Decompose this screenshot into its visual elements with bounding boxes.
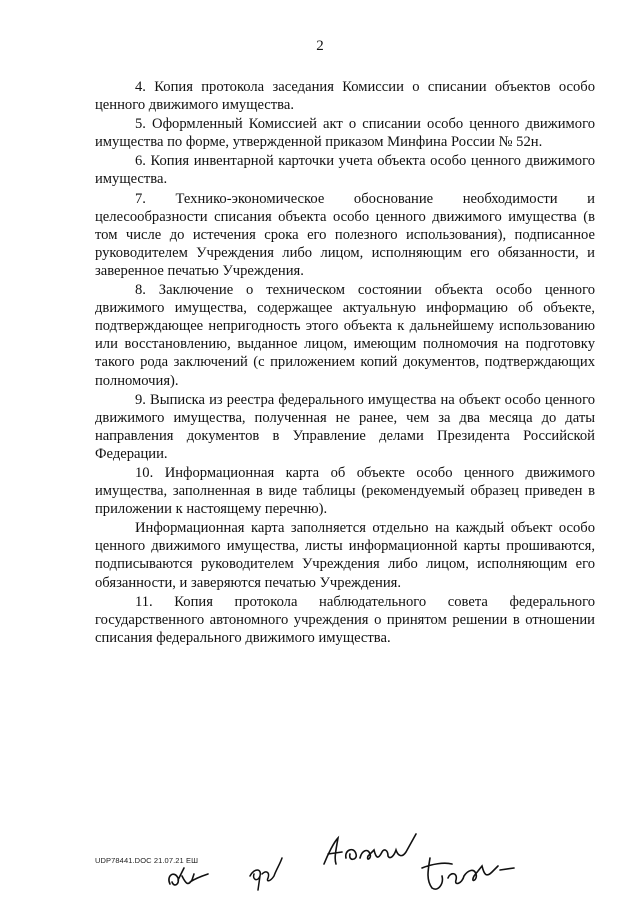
paragraph-item-10: 10. Информационная карта об объекте особо ценного движимого имущества, заполненная в виде таблицы (рекомендуемый образец приведен в приложении к настоящему перечню).: [95, 464, 595, 518]
document-body: [95, 78, 595, 647]
signature-initials-1: [164, 858, 212, 894]
paragraph-item-5: 5. Оформленный Комиссией акт о списании особо ценного движимого имущества по форме, утвержденной приказом Минфина России № 52н.: [95, 116, 595, 151]
paragraph-item-7: 7. Технико-экономическое обоснование необходимости и целесообразности списания объекта особо ценного движимого имущества (в том числе до истечения срока его полезного использования), подписанное руководителем Учреждения либо лицом, исполняющим его обязанности, и заверенное печатью Учреждения.: [95, 190, 595, 279]
paragraph-item-6: 6. Копия инвентарной карточки учета объекта особо ценного движимого имущества.: [95, 153, 595, 188]
signature-1: [318, 828, 428, 878]
footer-document-code: UDP78441.DOC 21.07.21 ЕШ: [95, 856, 199, 865]
paragraph-item-9: 9. Выписка из реестра федерального имущества на объект особо ценного движимого имущества, полученная не ранее, чем за два месяца до даты направления документов в Управление делами Президента Российской Федерации.: [95, 391, 595, 462]
paragraph-item-4: 4. Копия протокола заседания Комиссии о списании объектов особо ценного движимого имущества.: [95, 79, 595, 114]
signature-2: [418, 848, 518, 898]
page-number: 2: [316, 38, 324, 54]
paragraph-info-card-note: Информационная карта заполняется отдельно на каждый объект особо ценного движимого имущества, листы информационной карты прошиваются, подписываются руководителем Учреждения либо лицом, исполняющим его обязанности, и заверяются печатью Учреждения.: [95, 520, 595, 591]
paragraph-item-8: 8. Заключение о техническом состоянии объекта особо ценного движимого имущества, содержащее актуальную информацию об объекте, подтверждающее непригодность этого объекта к дальнейшему использованию или восстановлению, выданное лицом, имеющим полномочия на подготовку такого рода заключений (с приложением копий документов, подтверждающих полномочия).: [95, 282, 595, 389]
signature-initials-2: [240, 846, 290, 896]
paragraph-item-11: 11. Копия протокола наблюдательного совета федерального государственного автономного учреждения о принятом решении в отношении списания федерального движимого имущества.: [95, 593, 595, 646]
